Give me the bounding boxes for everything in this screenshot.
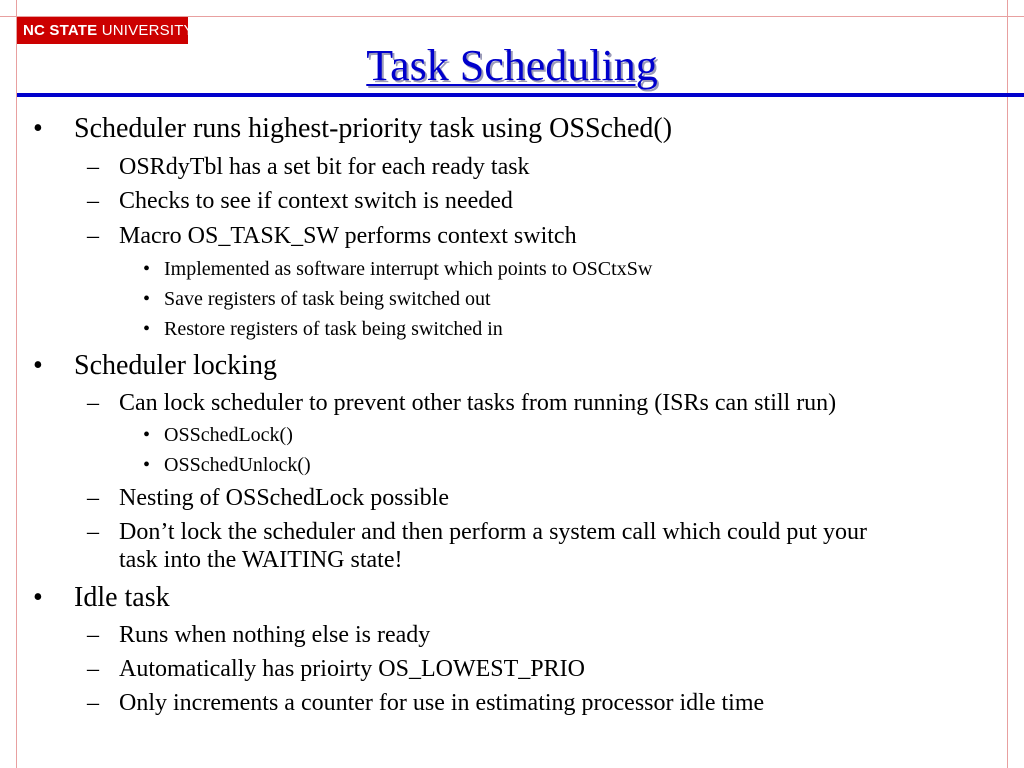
dash-marker: – bbox=[87, 223, 99, 249]
sub-sub-bullet-text: Implemented as software interrupt which points to OSCtxSw bbox=[164, 258, 653, 280]
sub-bullet-text-continued: task into the WAITING state! bbox=[119, 547, 403, 573]
bullet-marker: • bbox=[33, 350, 43, 381]
dash-marker: – bbox=[87, 188, 99, 214]
sub-bullet-text: Nesting of OSSchedLock possible bbox=[119, 485, 449, 511]
logo-light-text: UNIVERSITY bbox=[97, 22, 194, 39]
bullet-text: Scheduler runs highest-priority task using OSSched() bbox=[74, 113, 673, 144]
bullet-text: Scheduler locking bbox=[74, 350, 277, 381]
dash-marker: – bbox=[87, 622, 99, 648]
sub-sub-bullet-text: OSSchedUnlock() bbox=[164, 454, 311, 476]
small-bullet-marker: • bbox=[143, 288, 151, 310]
bullet-text: Idle task bbox=[74, 582, 170, 613]
logo-bold-text: NC STATE bbox=[23, 22, 98, 39]
sub-sub-bullet-text: Restore registers of task being switched in bbox=[164, 318, 503, 340]
sub-bullet-text: Runs when nothing else is ready bbox=[119, 622, 431, 648]
slide-title: Task Scheduling bbox=[366, 41, 658, 90]
sub-sub-bullet-text: Save registers of task being switched out bbox=[164, 288, 491, 310]
dash-marker: – bbox=[87, 519, 99, 545]
small-bullet-marker: • bbox=[143, 258, 151, 280]
sub-bullet-text: Automatically has prioirty OS_LOWEST_PRIO bbox=[119, 656, 585, 682]
small-bullet-marker: • bbox=[143, 454, 151, 476]
sub-sub-bullet-text: OSSchedLock() bbox=[164, 424, 293, 446]
sub-bullet-text: Can lock scheduler to prevent other tasks from running (ISRs can still run) bbox=[119, 390, 837, 416]
sub-bullet-text: OSRdyTbl has a set bit for each ready task bbox=[119, 154, 530, 180]
dash-marker: – bbox=[87, 656, 99, 682]
sub-bullet-text: Only increments a counter for use in estimating processor idle time bbox=[119, 690, 765, 716]
dash-marker: – bbox=[87, 390, 99, 416]
dash-marker: – bbox=[87, 154, 99, 180]
small-bullet-marker: • bbox=[143, 424, 151, 446]
dash-marker: – bbox=[87, 690, 99, 716]
small-bullet-marker: • bbox=[143, 318, 151, 340]
bullet-marker: • bbox=[33, 582, 43, 613]
sub-bullet-text: Don’t lock the scheduler and then perform a system call which could put your bbox=[119, 519, 868, 545]
bullet-marker: • bbox=[33, 113, 43, 144]
dash-marker: – bbox=[87, 485, 99, 511]
sub-bullet-text: Macro OS_TASK_SW performs context switch bbox=[119, 223, 577, 249]
sub-bullet-text: Checks to see if context switch is needed bbox=[119, 188, 513, 214]
